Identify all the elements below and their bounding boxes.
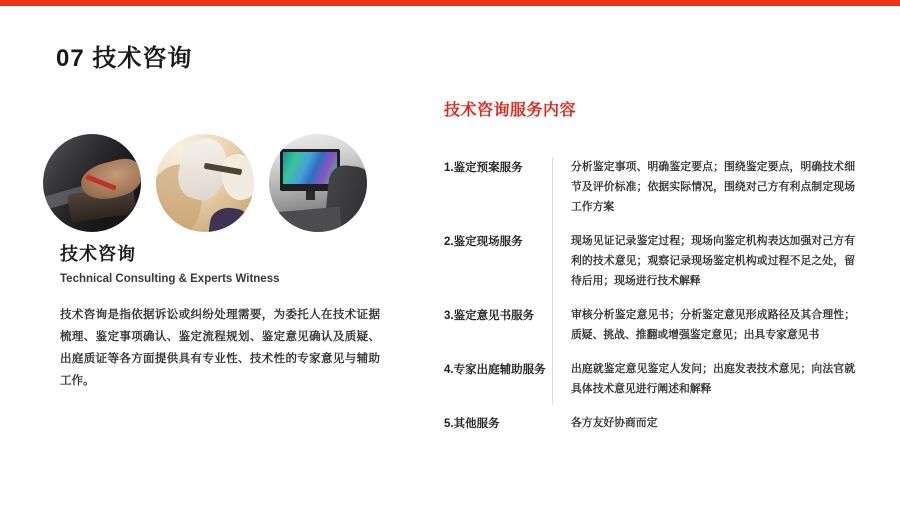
intro-subheading: Technical Consulting & Experts Witness bbox=[60, 273, 280, 285]
services-list bbox=[444, 157, 856, 433]
service-description: 各方友好协商而定 bbox=[571, 417, 658, 429]
desk-shape bbox=[269, 207, 342, 232]
intro-block bbox=[60, 240, 380, 392]
monitor-stand-shape bbox=[306, 191, 315, 200]
service-description: 现场见证记录鉴定过程；现场向鉴定机构表达加强对己方有利的技术意见；观察记录现场鉴定机构或过程不足之处，留待后用；现场进行技术解释 bbox=[571, 235, 855, 287]
gloved-hand-instrument-photo bbox=[156, 134, 254, 232]
top-accent-bar bbox=[0, 0, 900, 6]
desk-writing-photo bbox=[43, 134, 141, 232]
service-row bbox=[444, 359, 856, 399]
sleeve-shape bbox=[208, 205, 252, 232]
service-row bbox=[444, 157, 856, 217]
services-heading: 技术咨询服务内容 bbox=[444, 102, 577, 119]
service-name: 4.专家出庭辅助服务 bbox=[444, 364, 546, 376]
service-description: 分析鉴定事项、明确鉴定要点；围绕鉴定要点，明确技术细节及评价标准；依据实际情况，围绕对己方有利点制定现场工作方案 bbox=[571, 161, 855, 213]
service-row bbox=[444, 413, 856, 433]
service-name: 5.其他服务 bbox=[444, 418, 500, 430]
services-divider-line bbox=[552, 157, 553, 405]
service-name: 3.鉴定意见书服务 bbox=[444, 310, 535, 322]
photo-row bbox=[43, 134, 367, 232]
service-row bbox=[444, 231, 856, 291]
service-row bbox=[444, 305, 856, 345]
service-description: 审核分析鉴定意见书；分析鉴定意见形成路径及其合理性；质疑、挑战、推翻或增强鉴定意见；出具专家意见书 bbox=[571, 309, 855, 341]
service-description: 出庭就鉴定意见鉴定人发问；出庭发表技术意见；向法官就具体技术意见进行阐述和解释 bbox=[571, 363, 855, 395]
intro-paragraph: 技术咨询是指依据诉讼或纠纷处理需要，为委托人在技术证据梳理、鉴定事项确认、鉴定流程规划、鉴定意见确认及质疑、出庭质证等各方面提供具有专业性、技术性的专家意见与辅助工作。 bbox=[60, 309, 380, 387]
services-panel bbox=[444, 97, 856, 447]
intro-heading: 技术咨询 bbox=[60, 244, 136, 264]
page-title: 07 技术咨询 bbox=[56, 45, 193, 72]
service-name: 2.鉴定现场服务 bbox=[444, 236, 523, 248]
workstation-monitor-photo bbox=[269, 134, 367, 232]
service-name: 1.鉴定预案服务 bbox=[444, 162, 523, 174]
